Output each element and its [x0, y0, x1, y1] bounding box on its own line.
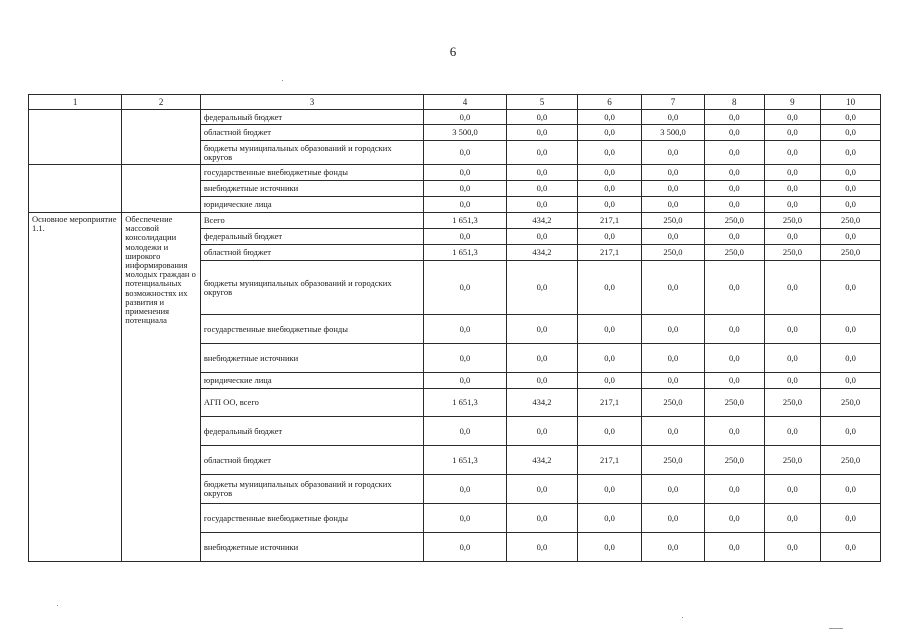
value-cell: 0,0	[506, 261, 577, 315]
funding-source-cell: федеральный бюджет	[200, 229, 423, 245]
funding-source-cell: областной бюджет	[200, 125, 423, 141]
value-cell: 0,0	[424, 165, 507, 181]
value-cell: 250,0	[642, 245, 705, 261]
value-cell: 250,0	[764, 245, 821, 261]
value-cell: 0,0	[821, 344, 881, 373]
activity-number-cell	[29, 110, 122, 165]
value-cell: 0,0	[821, 197, 881, 213]
funding-source-cell: федеральный бюджет	[200, 417, 423, 446]
value-cell: 0,0	[578, 315, 642, 344]
value-cell: 0,0	[764, 141, 821, 165]
funding-source-cell: государственные внебюджетные фонды	[200, 315, 423, 344]
header-cell: 10	[821, 95, 881, 110]
value-cell: 250,0	[704, 245, 764, 261]
funding-source-cell: бюджеты муниципальных образований и городских округов	[200, 475, 423, 504]
value-cell: 0,0	[704, 229, 764, 245]
value-cell: 250,0	[704, 213, 764, 229]
value-cell: 250,0	[821, 213, 881, 229]
funding-source-cell: государственные внебюджетные фонды	[200, 165, 423, 181]
activity-description-cell	[122, 165, 201, 213]
value-cell: 0,0	[578, 417, 642, 446]
value-cell: 0,0	[704, 165, 764, 181]
value-cell: 0,0	[704, 344, 764, 373]
row-group-continuation-a	[29, 110, 881, 165]
funding-source-cell: юридические лица	[200, 373, 423, 389]
value-cell: 217,1	[578, 245, 642, 261]
funding-source-cell: бюджеты муниципальных образований и городских округов	[200, 141, 423, 165]
header-cell: 2	[122, 95, 201, 110]
value-cell: 0,0	[578, 475, 642, 504]
value-cell: 0,0	[642, 197, 705, 213]
value-cell: 0,0	[764, 344, 821, 373]
value-cell: 0,0	[764, 229, 821, 245]
value-cell: 0,0	[506, 110, 577, 125]
header-cell: 9	[764, 95, 821, 110]
value-cell: 0,0	[578, 373, 642, 389]
value-cell: 0,0	[764, 110, 821, 125]
value-cell: 0,0	[642, 110, 705, 125]
funding-source-cell: внебюджетные источники	[200, 181, 423, 197]
value-cell: 0,0	[764, 504, 821, 533]
value-cell: 0,0	[704, 141, 764, 165]
value-cell: 0,0	[704, 261, 764, 315]
value-cell: 0,0	[642, 533, 705, 562]
value-cell: 0,0	[642, 181, 705, 197]
scan-speck	[682, 617, 683, 618]
funding-source-cell: государственные внебюджетные фонды	[200, 504, 423, 533]
value-cell: 0,0	[821, 261, 881, 315]
value-cell: 0,0	[821, 504, 881, 533]
page-number: 6	[449, 44, 457, 59]
value-cell: 0,0	[821, 533, 881, 562]
value-cell: 0,0	[506, 533, 577, 562]
value-cell: 0,0	[578, 229, 642, 245]
value-cell: 0,0	[642, 373, 705, 389]
value-cell: 0,0	[704, 417, 764, 446]
value-cell: 0,0	[704, 373, 764, 389]
value-cell: 250,0	[642, 446, 705, 475]
value-cell: 0,0	[424, 315, 507, 344]
value-cell: 0,0	[506, 141, 577, 165]
funding-source-cell: федеральный бюджет	[200, 110, 423, 125]
value-cell: 250,0	[821, 245, 881, 261]
value-cell: 3 500,0	[642, 125, 705, 141]
value-cell: 0,0	[821, 165, 881, 181]
value-cell: 250,0	[764, 389, 821, 417]
table-row	[29, 213, 881, 229]
value-cell: 0,0	[764, 197, 821, 213]
value-cell: 0,0	[764, 315, 821, 344]
value-cell: 0,0	[578, 197, 642, 213]
activity-number-cell	[29, 165, 122, 213]
funding-source-cell: Всего	[200, 213, 423, 229]
value-cell: 0,0	[704, 504, 764, 533]
value-cell: 0,0	[578, 261, 642, 315]
value-cell: 0,0	[578, 110, 642, 125]
value-cell: 0,0	[424, 504, 507, 533]
value-cell: 250,0	[704, 389, 764, 417]
scan-speck	[282, 80, 283, 81]
value-cell: 0,0	[424, 373, 507, 389]
value-cell: 1 651,3	[424, 213, 507, 229]
value-cell: 250,0	[764, 446, 821, 475]
value-cell: 0,0	[578, 533, 642, 562]
table-row	[29, 165, 881, 181]
value-cell: 0,0	[704, 197, 764, 213]
value-cell: 434,2	[506, 446, 577, 475]
activity-description-cell	[122, 110, 201, 165]
value-cell: 0,0	[424, 533, 507, 562]
value-cell: 0,0	[506, 373, 577, 389]
value-cell: 0,0	[764, 165, 821, 181]
value-cell: 0,0	[506, 344, 577, 373]
value-cell: 0,0	[642, 315, 705, 344]
value-cell: 0,0	[642, 417, 705, 446]
header-row	[29, 95, 881, 110]
budget-table	[28, 94, 881, 562]
funding-source-cell: АГП ОО, всего	[200, 389, 423, 417]
value-cell: 0,0	[642, 475, 705, 504]
value-cell: 0,0	[578, 165, 642, 181]
value-cell: 0,0	[424, 475, 507, 504]
value-cell: 3 500,0	[424, 125, 507, 141]
value-cell: 0,0	[506, 125, 577, 141]
value-cell: 0,0	[642, 344, 705, 373]
scan-speck	[57, 605, 58, 606]
funding-source-cell: областной бюджет	[200, 446, 423, 475]
header-cell: 8	[704, 95, 764, 110]
value-cell: 0,0	[424, 110, 507, 125]
value-cell: 250,0	[764, 213, 821, 229]
value-cell: 0,0	[578, 141, 642, 165]
value-cell: 0,0	[506, 504, 577, 533]
value-cell: 0,0	[764, 181, 821, 197]
value-cell: 250,0	[704, 446, 764, 475]
funding-source-cell: внебюджетные источники	[200, 344, 423, 373]
value-cell: 0,0	[506, 229, 577, 245]
value-cell: 0,0	[764, 373, 821, 389]
value-cell: 0,0	[764, 475, 821, 504]
header-cell: 5	[506, 95, 577, 110]
header-cell: 1	[29, 95, 122, 110]
value-cell: 1 651,3	[424, 389, 507, 417]
header-cell: 4	[424, 95, 507, 110]
value-cell: 434,2	[506, 213, 577, 229]
value-cell: 0,0	[424, 261, 507, 315]
value-cell: 0,0	[704, 125, 764, 141]
value-cell: 0,0	[506, 475, 577, 504]
value-cell: 0,0	[821, 181, 881, 197]
row-group-continuation-b	[29, 165, 881, 213]
value-cell: 434,2	[506, 389, 577, 417]
value-cell: 0,0	[578, 181, 642, 197]
value-cell: 217,1	[578, 446, 642, 475]
value-cell: 0,0	[821, 315, 881, 344]
value-cell: 1 651,3	[424, 245, 507, 261]
value-cell: 0,0	[424, 229, 507, 245]
value-cell: 0,0	[642, 504, 705, 533]
value-cell: 0,0	[424, 417, 507, 446]
value-cell: 0,0	[764, 261, 821, 315]
value-cell: 250,0	[821, 446, 881, 475]
header-cell: 6	[578, 95, 642, 110]
value-cell: 0,0	[821, 373, 881, 389]
value-cell: 0,0	[821, 229, 881, 245]
value-cell: 0,0	[642, 165, 705, 181]
value-cell: 0,0	[704, 181, 764, 197]
value-cell: 217,1	[578, 389, 642, 417]
value-cell: 0,0	[424, 197, 507, 213]
funding-source-cell: областной бюджет	[200, 245, 423, 261]
value-cell: 0,0	[578, 504, 642, 533]
value-cell: 250,0	[642, 389, 705, 417]
value-cell: 0,0	[821, 125, 881, 141]
value-cell: 0,0	[578, 125, 642, 141]
value-cell: 434,2	[506, 245, 577, 261]
value-cell: 0,0	[821, 110, 881, 125]
activity-description-cell: Обеспечение массовой консолидации молодежи и широкого информирования молодых граждан о потенциальных возможностях их развития и применения потенциала	[122, 213, 201, 562]
funding-source-cell: внебюджетные источники	[200, 533, 423, 562]
row-group-main-activity	[29, 213, 881, 562]
value-cell: 0,0	[821, 141, 881, 165]
value-cell: 0,0	[704, 533, 764, 562]
value-cell: 0,0	[506, 181, 577, 197]
value-cell: 250,0	[821, 389, 881, 417]
value-cell: 0,0	[704, 110, 764, 125]
value-cell: 0,0	[704, 475, 764, 504]
value-cell: 0,0	[506, 165, 577, 181]
table-row	[29, 110, 881, 125]
funding-source-cell: бюджеты муниципальных образований и городских округов	[200, 261, 423, 315]
value-cell: 0,0	[764, 533, 821, 562]
value-cell: 0,0	[578, 344, 642, 373]
value-cell: 0,0	[424, 141, 507, 165]
value-cell: 0,0	[642, 261, 705, 315]
value-cell: 0,0	[506, 417, 577, 446]
value-cell: 217,1	[578, 213, 642, 229]
value-cell: 1 651,3	[424, 446, 507, 475]
value-cell: 0,0	[764, 417, 821, 446]
value-cell: 0,0	[506, 197, 577, 213]
value-cell: 250,0	[642, 213, 705, 229]
scan-mark	[829, 628, 843, 629]
value-cell: 0,0	[424, 344, 507, 373]
header-cell: 3	[200, 95, 423, 110]
activity-number-cell: Основное мероприятие 1.1.	[29, 213, 122, 562]
value-cell: 0,0	[506, 315, 577, 344]
value-cell: 0,0	[821, 417, 881, 446]
value-cell: 0,0	[642, 229, 705, 245]
value-cell: 0,0	[764, 125, 821, 141]
value-cell: 0,0	[642, 141, 705, 165]
header-cell: 7	[642, 95, 705, 110]
value-cell: 0,0	[424, 181, 507, 197]
funding-source-cell: юридические лица	[200, 197, 423, 213]
value-cell: 0,0	[821, 475, 881, 504]
value-cell: 0,0	[704, 315, 764, 344]
